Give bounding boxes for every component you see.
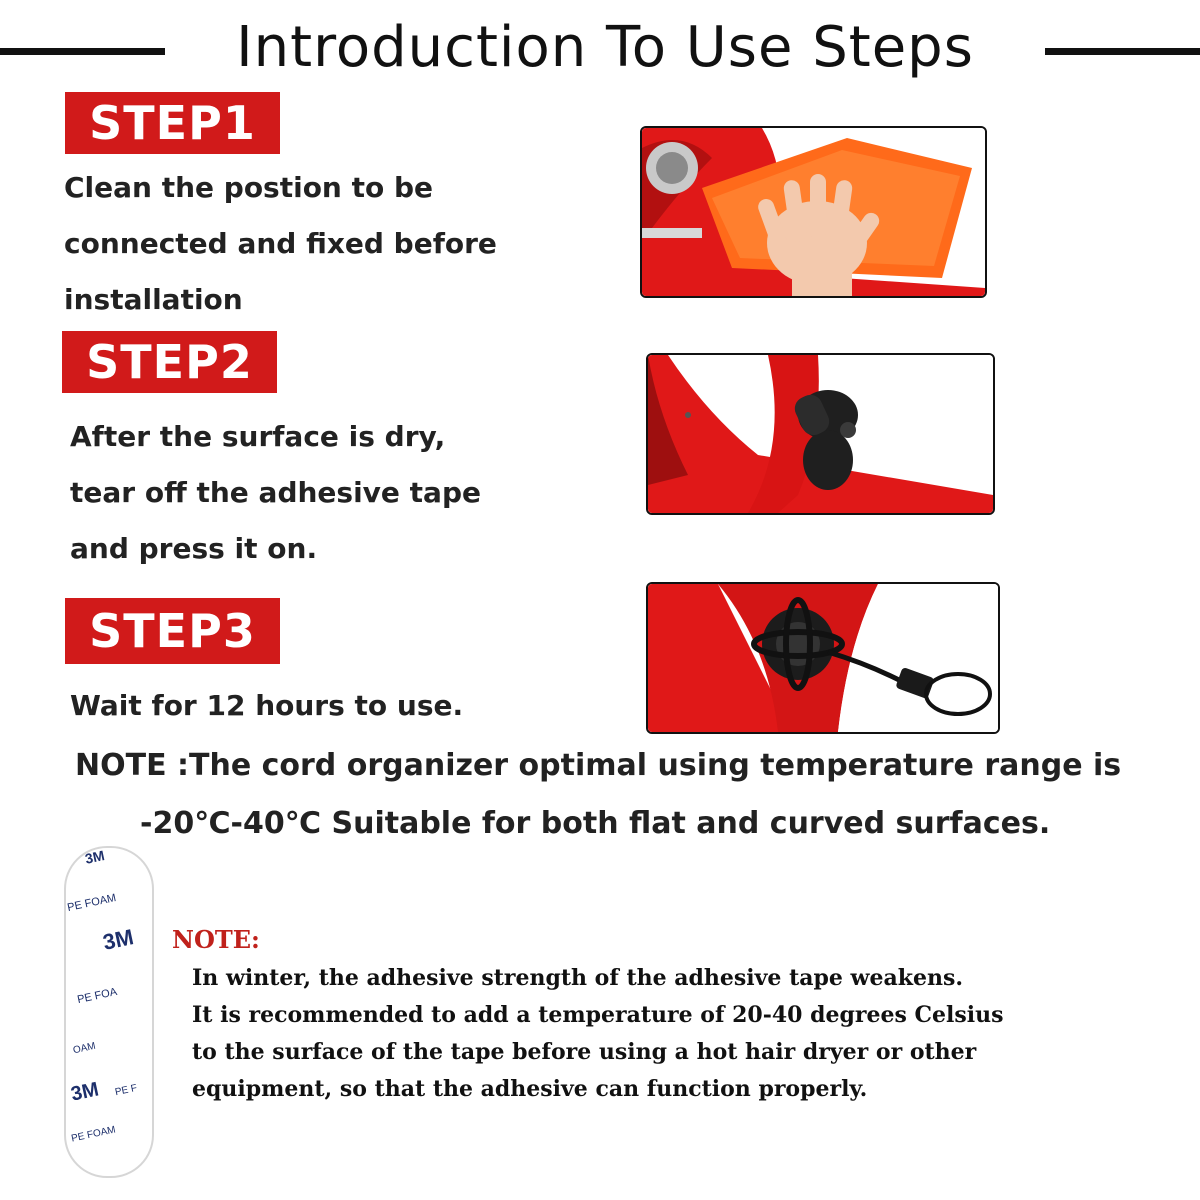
temperature-note-line-2: -20℃-40℃ Suitable for both flat and curved surfaces. <box>140 806 1051 841</box>
tape-print-2: 3M <box>100 924 136 955</box>
step2-line-3: and press it on. <box>70 532 318 565</box>
tape-print-3: PE FOA <box>76 985 119 1007</box>
tape-print-8: 3M <box>83 847 106 867</box>
adhesive-tape-strip <box>63 845 158 1180</box>
hand-cleaning-illustration <box>642 128 985 296</box>
winter-note-line-3: to the surface of the tape before using a hot hair dryer or other <box>192 1039 977 1065</box>
cord-organizer-mounted-illustration <box>648 355 993 513</box>
step3-text <box>70 678 590 734</box>
step1-line-3: installation <box>64 283 243 316</box>
step2-text <box>70 409 590 577</box>
tape-print-7: PE FOAM <box>70 1124 117 1145</box>
cord-wrapped-illustration <box>648 584 998 732</box>
tape-print-5: 3M <box>68 1078 101 1106</box>
step3-badge: STEP3 <box>65 598 280 664</box>
temperature-note-line-1: NOTE :The cord organizer optimal using temperature range is <box>75 748 1122 783</box>
tape-print-6: PE F <box>114 1082 139 1099</box>
winter-note-line-1: In winter, the adhesive strength of the adhesive tape weakens. <box>192 965 964 991</box>
tape-print-4: OAM <box>72 1040 97 1057</box>
page-title: Introduction To Use Steps <box>236 15 974 80</box>
step1-photo <box>640 126 987 298</box>
winter-note-body <box>192 960 1197 1108</box>
winter-note-heading: NOTE: <box>172 925 260 954</box>
step2-photo <box>646 353 995 515</box>
step1-text <box>64 160 584 328</box>
step3-photo <box>646 582 1000 734</box>
step2-line-1: After the surface is dry, <box>70 420 446 453</box>
title-rule-left <box>0 48 165 55</box>
winter-note-line-4: equipment, so that the adhesive can function properly. <box>192 1076 868 1102</box>
winter-note-line-2: It is recommended to add a temperature of 20-40 degrees Celsius <box>192 1002 1004 1028</box>
step2-line-2: tear off the adhesive tape <box>70 476 481 509</box>
step2-badge: STEP2 <box>62 331 277 393</box>
tape-print-1: PE FOAM <box>66 891 118 915</box>
title-rule-right <box>1045 48 1200 55</box>
step1-badge: STEP1 <box>65 92 280 154</box>
step1-line-2: connected and fixed before <box>64 227 497 260</box>
step3-line-1: Wait for 12 hours to use. <box>70 689 464 722</box>
step1-line-1: Clean the postion to be <box>64 171 434 204</box>
